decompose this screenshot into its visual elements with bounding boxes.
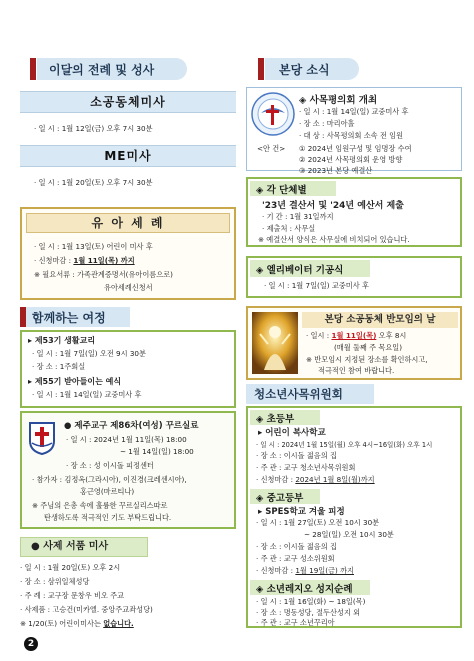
section-title-liturgy [37,58,187,80]
journey-item-1-date: · 일 시 : 1월 7일(일) 오전 9시 30분 [32,349,146,358]
page-number-text: 2 [27,639,35,649]
elementary-deadline-label: · 신청마감 : [256,475,296,484]
agenda-item-1: ① 2024년 임원구성 및 임명장 수여 [299,144,412,153]
community-note-2: 적극적인 참여 바랍니다. [318,366,395,375]
elementary-host: · 주 관 : 교구 청소년사목위원회 [256,463,356,472]
section-marker [258,58,264,80]
groups-period: · 기 간 : 1월 31일까지 [262,212,334,221]
middle-title-bar [250,489,320,504]
cursillo-date: · 일 시 : 2024년 1월 11일(목) 18:00 [66,435,187,444]
agenda-item-2: ② 2024년 사목평의회 운영 방향 [299,155,403,164]
community-recurrence: (매월 둘째 주 목요일) [334,343,403,352]
community-image [252,312,298,374]
cursillo-note: ※ 주님의 은총 속에 훌륭한 꾸르실리스따로 [32,501,168,510]
groups-submit: · 제출처 : 사무실 [262,224,316,233]
me-mass-title-bar [20,145,236,167]
baptism-title: 유 아 세 례 [91,216,165,230]
elementary-subtitle: ▸ 어린이 복사학교 [258,428,326,438]
agenda-item-3: ③ 2023년 본당 예결산 [299,166,373,175]
council-title: ◈ 사목평의회 개최 [299,95,378,106]
groups-box [246,177,462,247]
journey-item-1-title: ▸ 제53기 생활교리 [28,336,96,345]
pilgrimage-date: · 일 시 : 1월 16일(화) ~ 18일(목) [256,597,366,606]
middle-deadline [256,566,354,576]
groups-title: ◈ 각 단체별 [256,184,307,196]
journey-item-1-place: · 장 소 : 1주회실 [32,362,86,371]
elevator-title: ◈ 엘리베이터 기공식 [256,264,344,276]
community-title-bar [302,312,458,328]
middle-deadline-label: · 신청마감 : [256,566,296,575]
baptism-box [20,207,236,300]
middle-deadline-date: 1월 19일(금) 까지 [295,566,354,575]
section-marker [30,58,36,80]
council-box [246,87,462,175]
me-mass-title: ME미사 [104,149,152,163]
middle-date-end: ~ 28일(일) 오전 10시 30분 [304,530,394,539]
journey-item-2-date: · 일 시 : 1월 14일(일) 교중미사 후 [32,390,142,399]
mass-title-bar [20,91,236,113]
triangle-icon: ▸ [28,336,35,345]
youth-title-bar [246,384,374,404]
middle-host: · 주 관 : 교구 성소위원회 [256,554,335,563]
youth-title: 청소년사목위원회 [254,387,343,401]
ordination-date: · 일 시 : 1월 20일(토) 오후 2시 [20,563,121,572]
baptism-title-bar [26,213,230,233]
baptism-deadline-date: 1월 11일(목) 까지 [73,256,135,265]
page-number [24,637,38,651]
ordination-celebrant: · 주 례 : 교구장 문창우 비오 주교 [20,591,125,600]
ordination-place: · 장 소 : 삼위일체성당 [20,577,90,586]
section-title-text: 본당 소식 [279,62,330,77]
council-emblem-image [251,91,295,137]
elevator-box [246,256,462,298]
council-target: · 대 상 : 사목평의회 소속 전 임원 [299,131,404,140]
ordination-title: ● 사제 서품 미사 [31,541,109,552]
elementary-deadline [256,475,375,485]
triangle-icon: ▸ [28,377,35,386]
community-date-value: 1월 11일(목) [331,331,377,340]
cursillo-note-2: 탄생하도록 적극적인 기도 부탁드립니다. [44,513,172,522]
cursillo-box [20,411,236,529]
journey-item-2-title: ▸ 제55기 받아들이는 예식 [28,377,122,386]
section-title-parish [265,58,359,80]
ordination-note-emphasis: 없습니다. [103,619,134,628]
pilgrimage-title-bar [250,580,370,595]
ordination-title-bar [20,537,148,557]
cursillo-participants: · 참가자 : 김정옥(그라시아), 이진경(크레센시아), [32,475,187,484]
ordination-note [20,619,134,629]
journey-box [20,330,236,408]
mass-time: · 일 시 : 1월 12일(금) 오후 7시 30분 [34,124,153,133]
elementary-title-bar [250,410,320,425]
groups-subtitle: '23년 결산서 및 '24년 예산서 제출 [262,201,404,211]
community-note: ※ 반모임시 지정된 장소를 확인하시고, [306,355,428,364]
elementary-deadline-date: 2024년 1월 8일(월)까지 [295,475,375,484]
baptism-date: · 일 시 : 1월 13일(토) 어린이 미사 후 [34,242,153,251]
section-title-text: 이달의 전례 및 성사 [49,62,155,77]
pilgrimage-host: · 주 관 : 교구 소년꾸리아 [256,618,335,627]
elementary-date: · 일 시 : 2024년 1월 15일(월) 오후 4시~16일(화) 오후 1시 [256,441,433,449]
groups-note: ※ 예결산서 양식은 사무실에 비치되어 있습니다. [258,235,410,244]
middle-date: · 일 시 : 1월 27일(토) 오전 10시 30분 [256,518,380,527]
cursillo-title: ● 제주교구 제86차(여성) 꾸르실료 [64,421,199,431]
community-box [246,306,462,380]
community-title: 본당 소공동체 반모임의 날 [324,314,436,325]
community-date-label: · 일시 : [306,331,332,340]
middle-title: ◈ 중고등부 [256,492,304,504]
cursillo-date-end: ~ 1월 14일(일) 18:00 [120,447,194,456]
elevator-date: · 일 시 : 1월 7일(일) 교중미사 후 [264,281,369,290]
ordination-ordinand: · 사제품 : 고승건(미카엘. 중앙주교좌성당) [20,605,153,614]
cursillo-place: · 장 소 : 성 이시돌 피정센터 [66,461,154,470]
elementary-place: · 장 소 : 이시돌 젊음의 집 [256,451,337,460]
council-place: · 장 소 : 마리아홀 [299,119,355,128]
baptism-docs-2: 유아세례신청서 [104,283,153,292]
middle-subtitle: ▸ SPES학교 겨울 피정 [258,507,345,517]
cursillo-emblem-image [28,421,56,455]
youth-box [246,406,462,628]
mass-title: 소공동체미사 [90,95,166,109]
cursillo-participants-2: 홍근영(마르티나) [80,487,135,496]
elementary-title: ◈ 초등부 [256,413,295,425]
council-date: · 일 시 : 1월 14일(일) 교중미사 후 [299,107,409,116]
baptism-deadline-label: · 신청마감 : [34,256,74,265]
journey-title [26,307,130,327]
me-mass-time: · 일 시 : 1월 20일(토) 오후 7시 30분 [34,178,153,187]
community-date [306,331,406,341]
middle-place: · 장 소 : 이시돌 젊음의 집 [256,542,337,551]
ordination-note-text: ※ 1/20(토) 어린이미사는 [20,619,104,628]
baptism-docs: ※ 필요서류 : 가족관계증명서(유아이름으로) [34,270,173,279]
pilgrimage-title: ◈ 소년레지오 성지순례 [256,583,353,595]
baptism-deadline [34,256,135,266]
journey-title-text: 함께하는 여정 [32,310,106,325]
bullet-icon: ● [64,421,75,431]
elevator-title-bar [250,260,370,277]
groups-title-bar [250,181,336,196]
agenda-label: <안 건> [257,144,286,153]
pilgrimage-place: · 장 소 : 명동성당, 절두산성지 외 [256,608,361,617]
community-date-time: 오후 8시 [376,331,407,340]
